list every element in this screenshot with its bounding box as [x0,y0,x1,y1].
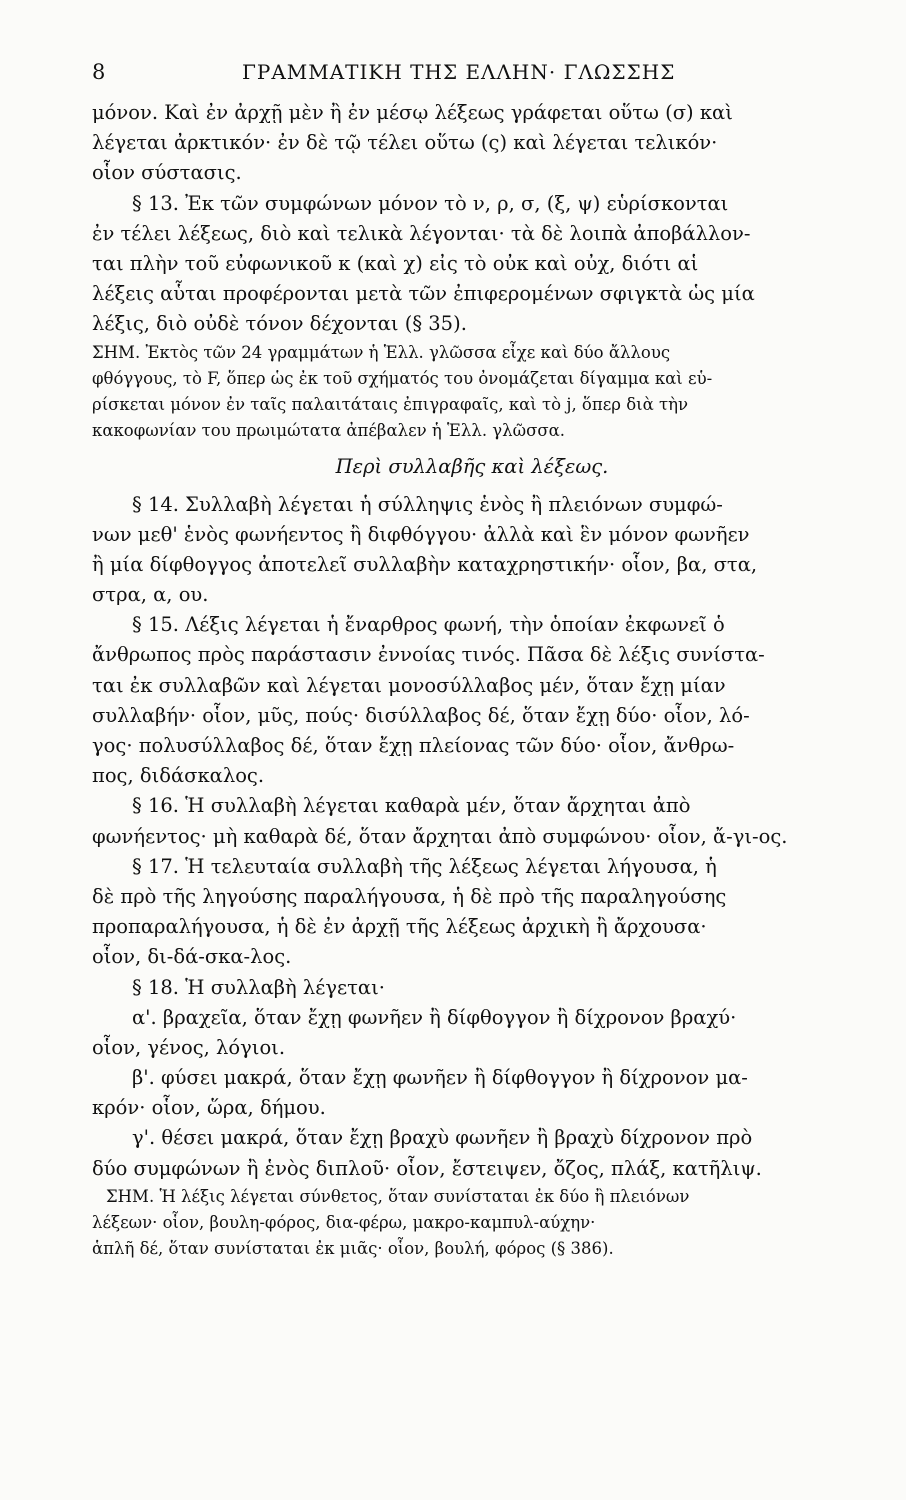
text-line: οἷον σύστασις. [92,161,242,185]
text-line: στρα, α, ου. [92,583,209,607]
note-line: ἁπλῆ δέ, ὅταν συνίσταται ἐκ μιᾶς· οἷον, βουλή, φόρος (§ 386). [92,1238,614,1258]
text-line: ται πλὴν τοῦ εὐφωνικοῦ κ (καὶ χ) εἰς τὸ οὐκ καὶ οὐχ, διότι αἱ [92,251,699,275]
note-line: ρίσκεται μόνον ἐν ταῖς παλαιτάταις ἐπιγραφαῖς, καὶ τὸ j, ὅπερ διὰ τὴν [92,394,689,414]
text-line: γ'. θέσει μακρά, ὅταν ἔχῃ βραχὺ φωνῆεν ἢ βραχὺ δίχρονον πρὸ [132,1126,753,1150]
text-line: οἷον, δι-δά-σκα-λος. [92,945,292,969]
text-line: ἢ μία δίφθογγος ἀποτελεῖ συλλαβὴν καταχρηστικήν· οἷον, βα, στα, [92,552,758,576]
note-line: ΣΗΜ. Ἡ λέξις λέγεται σύνθετος, ὅταν συνίσταται ἐκ δύο ἢ πλειόνων [106,1186,690,1206]
text-line: § 13. Ἐκ τῶν συμφώνων μόνον τὸ ν, ρ, σ, (ξ, ψ) εὑρίσκονται [132,191,729,215]
text-line: § 14. Συλλαβὴ λέγεται ἡ σύλληψις ἑνὸς ἢ πλειόνων συμφώ- [132,492,723,516]
paragraph-14 [92,490,852,611]
text-line: πος, διδάσκαλος. [92,764,265,788]
text-line: δὲ πρὸ τῆς ληγούσης παραλήγουσα, ἡ δὲ πρὸ τῆς παραληγούσης [92,884,727,908]
text-line: ἄνθρωπος πρὸς παράστασιν ἐννοίας τινός. Πᾶσα δὲ λέξις συνίστα- [92,643,765,667]
text-line: § 15. Λέξις λέγεται ἡ ἔναρθρος φωνή, τὴν ὁποίαν ἐκφωνεῖ ὁ [132,613,725,637]
text-line: λέξις, διὸ οὐδὲ τόνον δέχονται (§ 35). [92,312,467,336]
text-line: δύο συμφώνων ἢ ἑνὸς διπλοῦ· οἷον, ἔστειψεν, ὄζος, πλάξ, κατῆλιψ. [92,1156,762,1180]
text-line: ἐν τέλει λέξεως, διὸ καὶ τελικὰ λέγονται· τὰ δὲ λοιπὰ ἀποβάλλον- [92,221,751,245]
section-heading: Περὶ συλλαβῆς καὶ λέξεως. [335,454,609,478]
text-line: § 17. Ἡ τελευταία συλλαβὴ τῆς λέξεως λέγεται λήγουσα, ἡ [132,854,717,878]
text-line: α'. βραχεῖα, ὅταν ἔχῃ φωνῆεν ἢ δίφθογγον ἢ δίχρονον βραχύ· [132,1005,737,1029]
paragraph-18 [92,973,852,1184]
text-line: προπαραλήγουσα, ἡ δὲ ἐν ἀρχῇ τῆς λέξεως ἀρχικὴ ἢ ἄρχουσα· [92,915,707,939]
paragraph-15 [92,610,852,791]
page-header [92,60,712,90]
text-line: λέγεται ἀρκτικόν· ἐν δὲ τῷ τέλει οὕτω (ς) καὶ λέγεται τελικόν· [92,131,718,155]
page-number: 8 [92,60,106,84]
note-line: κακοφωνίαν του πρωιμώτατα ἀπέβαλεν ἡ Ἑλλ. γλῶσσα. [92,420,565,440]
text-line: μόνον. Καὶ ἐν ἀρχῇ μὲν ἢ ἐν μέσῳ λέξεως γράφεται οὕτω (σ) καὶ [92,101,733,124]
paragraph-16 [92,791,852,851]
note-line: φθόγγους, τὸ F, ὅπερ ὡς ἐκ τοῦ σχήματός του ὀνομάζεται δίγαμμα καὶ εὑ- [92,368,713,388]
note-13 [92,340,852,444]
text-line: ται ἐκ συλλαβῶν καὶ λέγεται μονοσύλλαβος μέν, ὅταν ἔχῃ μίαν [92,673,726,697]
text-line: οἷον, γένος, λόγιοι. [92,1035,286,1059]
page-body [92,98,852,1262]
text-line: κρόν· οἷον, ὥρα, δήμου. [92,1096,326,1120]
paragraph-13 [92,189,852,340]
note-line: λέξεων· οἷον, βουλη-φόρος, δια-φέρω, μακρο-καμπυλ-αύχην· [92,1212,596,1232]
text-line: λέξεις αὗται προφέρονται μετὰ τῶν ἐπιφερομένων σφιγκτὰ ὡς μία [92,282,755,306]
note-18 [92,1184,852,1262]
text-line: § 18. Ἡ συλλαβὴ λέγεται· [132,975,385,999]
text-line: συλλαβήν· οἷον, μῦς, πούς· δισύλλαβος δέ, ὅταν ἔχῃ δύο· οἷον, λό- [92,703,750,727]
paragraph-17 [92,852,852,973]
paragraph-12-end [92,98,852,189]
text-line: φωνήεντος· μὴ καθαρὰ δέ, ὅταν ἄρχηται ἀπὸ συμφώνου· οἷον, ἄ-γι-ος. [92,824,788,848]
running-title: ΓΡΑΜΜΑΤΙΚΗ ΤΗΣ ΕΛΛΗΝ· ΓΛΩΣΣΗΣ [242,60,676,84]
note-line: ΣΗΜ. Ἐκτὸς τῶν 24 γραμμάτων ἡ Ἑλλ. γλῶσσα εἶχε καὶ δύο ἄλλους [92,342,671,362]
text-line: § 16. Ἡ συλλαβὴ λέγεται καθαρὰ μέν, ὅταν ἄρχηται ἀπὸ [132,794,691,818]
text-line: γος· πολυσύλλαβος δέ, ὅταν ἔχῃ πλείονας τῶν δύο· οἷον, ἄνθρω- [92,734,735,757]
text-line: β'. φύσει μακρά, ὅταν ἔχῃ φωνῆεν ἢ δίφθογγον ἢ δίχρονον μα- [132,1066,748,1090]
text-line: νων μεθ' ἑνὸς φωνήεντος ἢ διφθόγγου· ἀλλὰ καὶ ἓν μόνον φωνῆεν [92,522,750,546]
